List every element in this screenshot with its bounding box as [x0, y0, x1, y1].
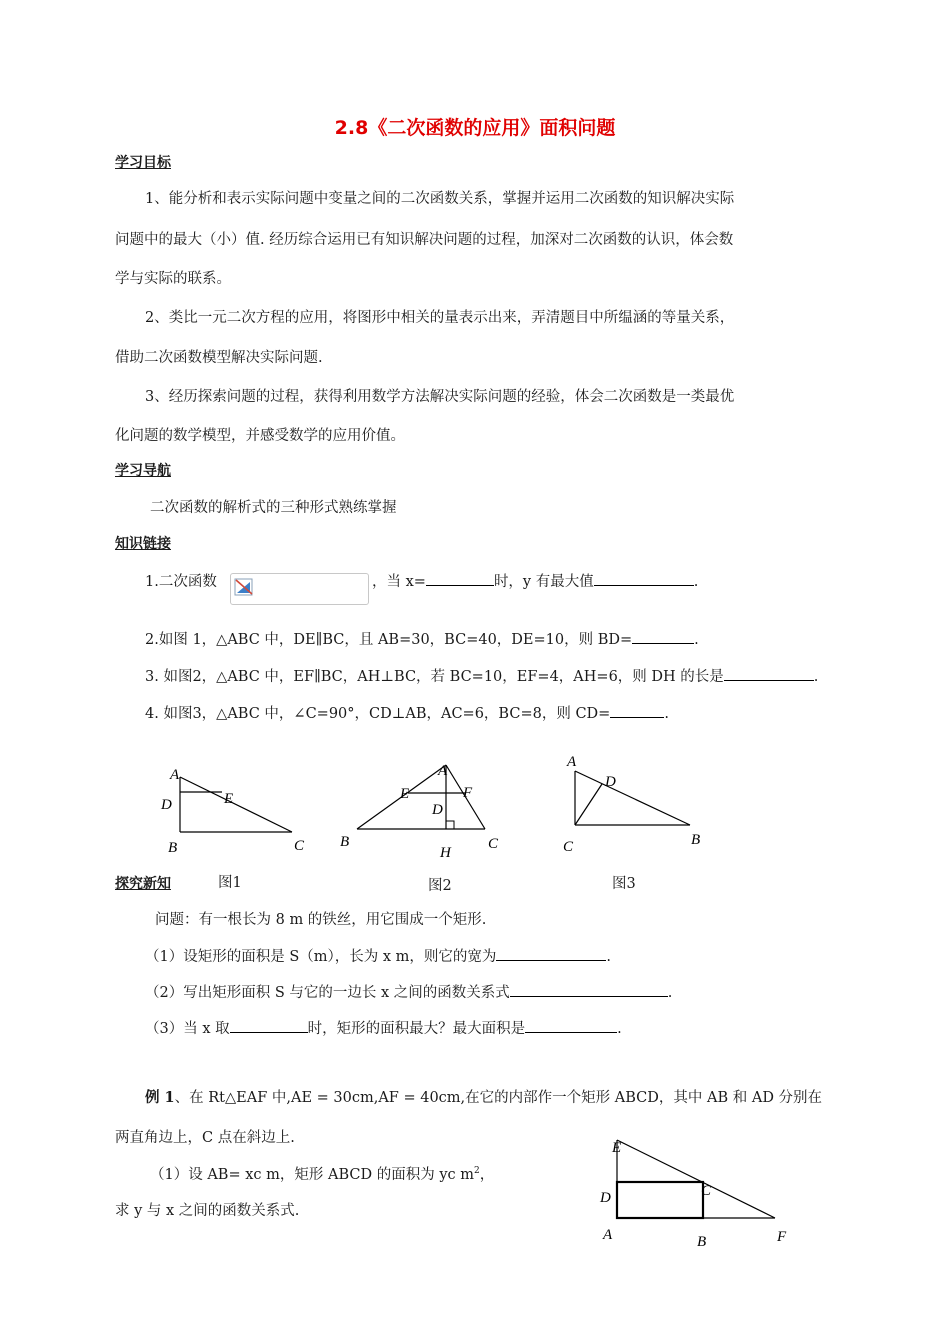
explore-q1-text: （1）设矩形的面积是 S（m），长为 x m，则它的宽为 — [145, 949, 497, 965]
link-question-2 — [145, 628, 699, 649]
example-q1-end: ， — [479, 1167, 495, 1183]
fig2-label-d: D — [432, 802, 443, 818]
section-links-heading: 知识链接 — [115, 536, 171, 552]
link-question-4 — [145, 702, 669, 723]
link-q4-text: 4. 如图3，△ABC 中，∠C=90°，CD⊥AB，AC=6，BC=8，则 CD= — [145, 706, 611, 722]
fig2-label-b: B — [340, 834, 350, 850]
answer-blank[interactable] — [594, 571, 694, 586]
section-goals-heading: 学习目标 — [115, 155, 171, 171]
fig2-right-angle-mark — [446, 821, 454, 829]
link-question-1-label: 1.二次函数 — [145, 574, 217, 590]
link-q1-end: . — [693, 574, 699, 590]
example-label-d: D — [600, 1190, 611, 1206]
answer-blank[interactable] — [230, 1018, 308, 1033]
goal-3-line-2: 化问题的数学模型，并感受数学的应用价值。 — [115, 428, 405, 444]
explore-q2-text: （2）写出矩形面积 S 与它的一边长 x 之间的函数关系式 — [145, 985, 510, 1001]
figure-1-diagram — [160, 767, 305, 856]
broken-image-icon — [233, 576, 255, 598]
example-1-label: 例 1 — [145, 1089, 175, 1106]
link-q1-text-b: ，当 x= — [372, 574, 426, 590]
explore-q3-text-b: 时，矩形的面积最大？最大面积是 — [307, 1021, 526, 1037]
link-q3-text: 3. 如图2，△ABC 中，EF∥BC，AH⊥BC，若 BC=10，EF=4，AH=6，则 DH 的长是 — [145, 669, 724, 685]
fig1-side-ac — [180, 777, 292, 832]
answer-blank[interactable] — [426, 571, 494, 586]
link-q1-text-c: 时，y 有最大值 — [493, 574, 594, 590]
explore-question-3 — [145, 1017, 622, 1038]
example-label-f: F — [777, 1229, 787, 1245]
explore-q3-end: . — [617, 1021, 622, 1037]
goal-3-line-1: 3、经历探索问题的过程，获得利用数学方法解决实际问题的经验，体会二次函数是一类最优 — [145, 389, 735, 405]
example-label-b: B — [697, 1234, 707, 1250]
fig2-label-c: C — [488, 836, 499, 852]
fig3-label-c: C — [563, 839, 574, 855]
example-label-e: E — [612, 1140, 622, 1156]
figure-3-caption: 图3 — [612, 876, 636, 892]
example-1-text: 、在 Rt△EAF 中,AE = 30cm,AF = 40cm,在它的内部作一个矩形 ABCD，其中 AB 和 AD 分别在 — [174, 1090, 823, 1106]
fig1-label-a: A — [170, 767, 180, 783]
fig2-label-a: A — [438, 763, 448, 779]
fig1-label-e: E — [224, 791, 234, 807]
explore-q1-end: . — [606, 949, 612, 965]
goal-2-line-2: 借助二次函数模型解决实际问题. — [115, 350, 323, 366]
fig3-label-b: B — [691, 832, 701, 848]
example-1-line-1 — [145, 1086, 822, 1107]
answer-blank[interactable] — [632, 629, 694, 644]
example-side-ef — [617, 1140, 775, 1218]
figure-1-caption: 图1 — [218, 875, 242, 891]
explore-problem: 问题：有一根长为 8 m 的铁丝，用它围成一个矩形. — [155, 912, 487, 928]
answer-blank[interactable] — [510, 982, 668, 997]
figure-3-diagram — [563, 755, 700, 855]
goal-2-line-1: 2、类比一元二次方程的应用，将图形中相关的量表示出来，弄清题目中所缊涵的等量关系， — [145, 310, 735, 326]
link-q2-end: . — [694, 632, 699, 648]
link-question-3 — [145, 665, 818, 686]
example-1-question-1 — [150, 1163, 494, 1184]
example-1-question-1-line-2: 求 y 与 x 之间的函数关系式. — [115, 1203, 300, 1219]
fig3-segment-cd — [575, 784, 602, 825]
example-label-a: A — [603, 1227, 613, 1243]
fig3-label-a: A — [567, 755, 577, 770]
section-guide-heading: 学习导航 — [115, 463, 171, 479]
example-1-figure — [590, 1132, 810, 1252]
link-q2-text: 2.如图 1，△ABC 中，DE∥BC，且 AB=30，BC=40，DE=10，则 BD= — [145, 632, 633, 648]
fig1-label-b: B — [168, 840, 178, 856]
fig2-label-e: E — [400, 786, 410, 802]
example-1-line-2: 两直角边上，C 点在斜边上. — [115, 1130, 295, 1146]
fig1-label-c: C — [294, 838, 305, 854]
fig1-label-d: D — [161, 797, 172, 813]
formula-image-placeholder — [230, 573, 369, 605]
triangle-figures — [150, 755, 710, 865]
link-question-1-body — [372, 570, 698, 591]
answer-blank[interactable] — [496, 946, 606, 961]
explore-question-2 — [145, 981, 672, 1002]
fig2-label-h: H — [440, 845, 451, 861]
answer-blank[interactable] — [525, 1018, 617, 1033]
example-q1-superscript: 2 — [474, 1166, 480, 1177]
fig2-label-f: F — [463, 785, 473, 801]
page-title: 2.8《二次函数的应用》面积问题 — [334, 117, 616, 139]
explore-q3-text-a: （3）当 x 取 — [145, 1021, 230, 1037]
example-rectangle-abcd — [617, 1182, 703, 1218]
example-label-c: C — [701, 1183, 712, 1199]
figure-2-diagram — [340, 763, 499, 861]
goal-1-line-2: 问题中的最大（小）值. 经历综合运用已有知识解决问题的过程，加深对二次函数的认识，体会数 — [115, 232, 734, 248]
answer-blank[interactable] — [610, 703, 664, 718]
link-q3-end: . — [813, 669, 819, 685]
goal-1-line-3: 学与实际的联系。 — [115, 271, 231, 287]
goal-1-line-1: 1、能分析和表示实际问题中变量之间的二次函数关系，掌握并运用二次函数的知识解决实际 — [145, 191, 735, 207]
link-q4-end: . — [664, 706, 669, 722]
answer-blank[interactable] — [724, 666, 814, 681]
guide-text: 二次函数的解析式的三种形式熟练掌握 — [150, 500, 397, 516]
section-explore-heading: 探究新知 — [115, 876, 171, 892]
fig3-label-d: D — [605, 774, 616, 790]
explore-question-1 — [145, 945, 611, 966]
figure-2-caption: 图2 — [428, 878, 452, 894]
explore-q2-end: . — [667, 985, 673, 1001]
example-q1-text: （1）设 AB= xc m，矩形 ABCD 的面积为 yc m — [150, 1167, 474, 1183]
